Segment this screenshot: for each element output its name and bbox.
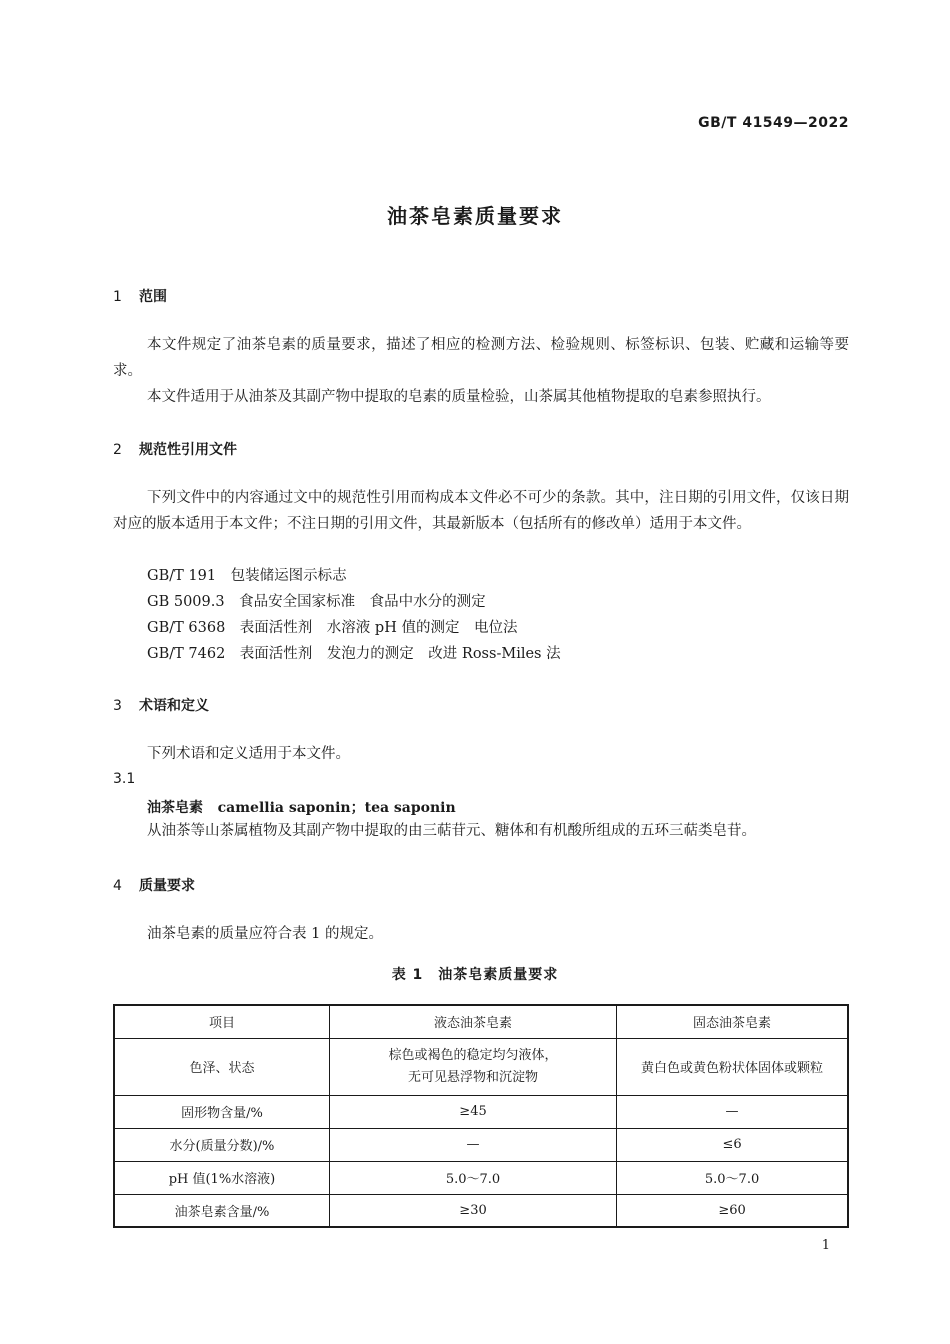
document-title: 油茶皂素质量要求 [387, 204, 563, 228]
table-row [114, 1095, 848, 1128]
table-cell: 黄白色或黄色粉状体固体或颗粒 [617, 1038, 848, 1095]
section-number: 3 [113, 698, 122, 714]
table-cell: 5.0～7.0 [329, 1161, 616, 1194]
section-4-heading [113, 875, 195, 895]
column-header: 固态油茶皂素 [617, 1005, 848, 1038]
section-number: 2 [113, 442, 122, 458]
reference-item: GB 5009.3 食品安全国家标准 食品中水分的测定 [147, 594, 486, 610]
section-2-paragraph-1: 下列文件中的内容通过文中的规范性引用而构成本文件必不可少的条款。其中，注日期的引用文件，仅该日期对应的版本适用于本文件；不注日期的引用文件，其最新版本（包括所有的修改单）适用于本文件。 [113, 490, 849, 532]
section-title: 质量要求 [139, 878, 195, 894]
section-4-paragraph-1: 油茶皂素的质量应符合表 1 的规定。 [147, 926, 383, 942]
section-1-heading [113, 286, 167, 306]
table-caption: 表 1 油茶皂素质量要求 [391, 967, 559, 983]
table-cell: ≤6 [617, 1128, 848, 1161]
cell-line: 无可见悬浮物和沉淀物 [408, 1069, 539, 1085]
term-chinese: 油茶皂素 [147, 800, 203, 816]
table-row [114, 1038, 848, 1095]
section-number: 1 [113, 289, 122, 305]
table-cell: 固形物含量/% [114, 1095, 329, 1128]
standard-number: GB/T 41549—2022 [698, 115, 849, 131]
table-cell: 水分(质量分数)/% [114, 1128, 329, 1161]
column-header: 液态油茶皂素 [329, 1005, 616, 1038]
table-row [114, 1128, 848, 1161]
term-number: 3.1 [113, 771, 136, 787]
section-2-heading [113, 439, 237, 459]
reference-item: GB/T 191 包装储运图示标志 [147, 568, 347, 584]
table-cell: pH 值(1%水溶液) [114, 1161, 329, 1194]
table-cell: ≥30 [329, 1194, 616, 1227]
reference-item: GB/T 6368 表面活性剂 水溶液 pH 值的测定 电位法 [147, 620, 518, 636]
column-header: 项目 [114, 1005, 329, 1038]
page-number: 1 [821, 1238, 830, 1253]
section-title: 范围 [139, 289, 167, 305]
table-cell: 色泽、状态 [114, 1038, 329, 1095]
table-cell [329, 1038, 616, 1095]
section-1-paragraph-2: 本文件适用于从油茶及其副产物中提取的皂素的质量检验，山茶属其他植物提取的皂素参照执行。 [147, 389, 771, 405]
table-cell: — [329, 1128, 616, 1161]
table-row [114, 1194, 848, 1227]
term-definition: 从油茶等山茶属植物及其副产物中提取的由三萜苷元、糖体和有机酸所组成的五环三萜类皂苷。 [147, 823, 756, 839]
section-3-paragraph-1: 下列术语和定义适用于本文件。 [147, 746, 350, 762]
table-cell: ≥60 [617, 1194, 848, 1227]
table-cell: ≥45 [329, 1095, 616, 1128]
term-english: camellia saponin；tea saponin [217, 800, 456, 816]
term-heading [147, 797, 456, 817]
table-cell: 5.0～7.0 [617, 1161, 848, 1194]
section-number: 4 [113, 878, 122, 894]
section-title: 规范性引用文件 [139, 442, 237, 458]
section-1-paragraph-1: 本文件规定了油茶皂素的质量要求，描述了相应的检测方法、检验规则、标签标识、包装、贮藏和运输等要求。 [113, 337, 849, 379]
table-header-row [114, 1005, 848, 1038]
table-cell: — [617, 1095, 848, 1128]
section-3-heading [113, 695, 209, 715]
table-cell: 油茶皂素含量/% [114, 1194, 329, 1227]
section-title: 术语和定义 [139, 698, 209, 714]
quality-requirements-table [113, 1004, 849, 1228]
reference-item: GB/T 7462 表面活性剂 发泡力的测定 改进 Ross-Miles 法 [147, 646, 561, 662]
cell-line: 棕色或褐色的稳定均匀液体， [388, 1047, 558, 1063]
table-row [114, 1161, 848, 1194]
